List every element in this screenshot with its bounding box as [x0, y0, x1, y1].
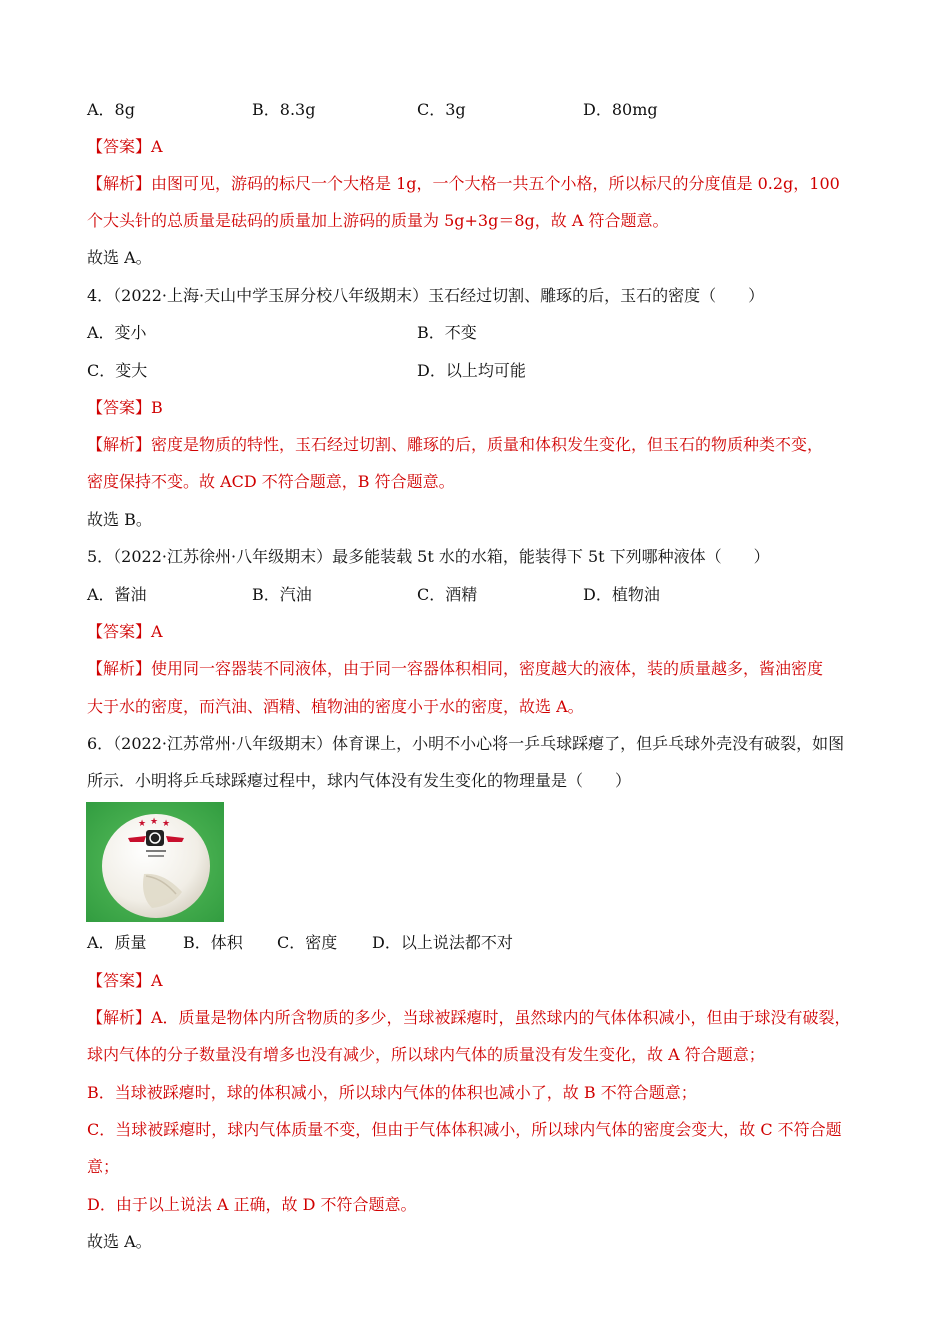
q6-analysis-line-4: C．当球被踩瘪时，球内气体质量不变，但由于气体体积减小，所以球内气体的密度会变大，故 C 不符合题 [87, 1120, 842, 1139]
q5-option-d: D．植物油 [583, 585, 660, 604]
q5-option-a: A．酱油 [87, 585, 147, 604]
q6-analysis-line-2: 球内气体的分子数量没有增多也没有减少，所以球内气体的质量没有发生变化，故 A 符合题意； [87, 1045, 765, 1064]
q3-option-d: D．80mg [583, 100, 658, 119]
ping-pong-ball-illustration [86, 802, 224, 922]
q6-stem-line-1: 6．（2022·江苏常州·八年级期末）体育课上，小明不小心将一乒乓球踩瘪了，但乒乓球外壳没有破裂，如图 [87, 734, 845, 753]
q3-option-a: A．8g [87, 100, 135, 119]
q4-stem: 4．（2022·上海·天山中学玉屏分校八年级期末）玉石经过切割、雕琢的后，玉石的密度（ ） [87, 286, 765, 305]
q4-answer: 【答案】B [87, 398, 163, 417]
q5-option-c: C．酒精 [417, 585, 478, 604]
q5-option-b: B．汽油 [252, 585, 312, 604]
ping-pong-ball-photo [86, 802, 224, 922]
q4-option-d: D．以上均可能 [417, 361, 526, 380]
q4-option-b: B．不变 [417, 323, 477, 342]
q6-answer: 【答案】A [87, 971, 163, 990]
q6-option-c: C．密度 [277, 933, 338, 952]
q4-analysis-line-2: 密度保持不变。故 ACD 不符合题意，B 符合题意。 [87, 472, 455, 491]
q4-option-c: C．变大 [87, 361, 148, 380]
q6-analysis-line-5: 意； [87, 1157, 120, 1176]
q5-analysis-line-1: 【解析】使用同一容器装不同液体，由于同一容器体积相同，密度越大的液体，装的质量越多，酱油密度 [87, 659, 824, 678]
q6-stem-line-2: 所示．小明将乒乓球踩瘪过程中，球内气体没有发生变化的物理量是（ ） [87, 771, 632, 790]
q6-conclusion: 故选 A。 [87, 1232, 152, 1251]
q3-analysis-line-1: 【解析】由图可见，游码的标尺一个大格是 1g，一个大格一共五个小格，所以标尺的分度值是 0.2g，100 [87, 174, 840, 193]
q3-option-c: C．3g [417, 100, 466, 119]
q5-answer: 【答案】A [87, 622, 163, 641]
q4-analysis-line-1: 【解析】密度是物质的特性，玉石经过切割、雕琢的后，质量和体积发生变化，但玉石的物质种类不变， [87, 435, 824, 454]
q4-conclusion: 故选 B。 [87, 510, 152, 529]
q6-analysis-line-1: 【解析】A．质量是物体内所含物质的多少，当球被踩瘪时，虽然球内的气体体积减小，但由于球没有破裂， [87, 1008, 851, 1027]
q6-analysis-line-3: B．当球被踩瘪时，球的体积减小，所以球内气体的体积也减小了，故 B 不符合题意； [87, 1083, 697, 1102]
q3-analysis-line-2: 个大头针的总质量是砝码的质量加上游码的质量为 5g+3g＝8g，故 A 符合题意。 [87, 211, 669, 230]
svg-text:★: ★ [150, 817, 159, 827]
q3-conclusion: 故选 A。 [87, 248, 152, 267]
q5-stem: 5．（2022·江苏徐州·八年级期末）最多能装载 5t 水的水箱，能装得下 5t 下列哪种液体（ ） [87, 547, 770, 566]
q3-option-b: B．8.3g [252, 100, 316, 119]
svg-text:★: ★ [162, 819, 171, 829]
q6-option-a: A．质量 [87, 933, 147, 952]
svg-text:★: ★ [138, 819, 147, 829]
q6-analysis-line-6: D．由于以上说法 A 正确，故 D 不符合题意。 [87, 1195, 417, 1214]
q6-option-d: D．以上说法都不对 [372, 933, 513, 952]
q5-analysis-line-2: 大于水的密度，而汽油、酒精、植物油的密度小于水的密度，故选 A。 [87, 697, 584, 716]
q6-option-b: B．体积 [183, 933, 243, 952]
q4-option-a: A．变小 [87, 323, 147, 342]
q3-answer: 【答案】A [87, 137, 163, 156]
